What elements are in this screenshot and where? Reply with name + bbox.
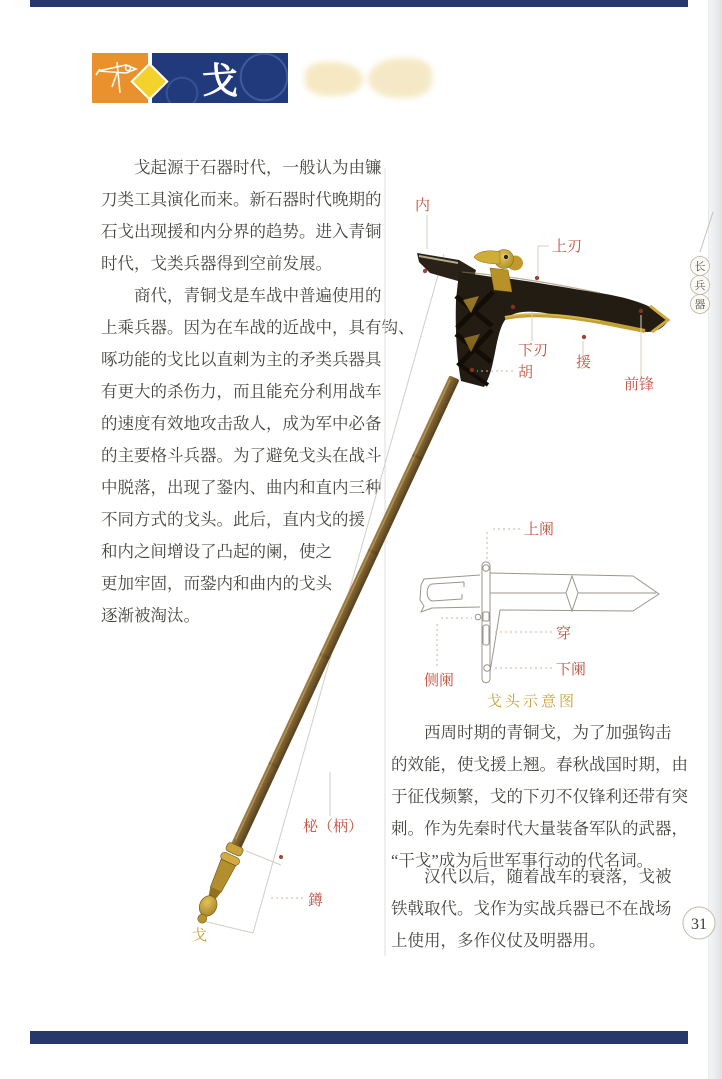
ge-shaft-photo <box>191 373 463 927</box>
label-xia-lan: 下阑 <box>556 662 587 678</box>
text-line: 商代，青铜戈是车战中普遍使用的 <box>101 286 382 305</box>
text-line: 西周时期的青铜戈，为了加强钩击 <box>391 723 672 742</box>
text-line: 铁戟取代。戈作为实战兵器已不在战场 <box>391 899 672 918</box>
label-nei: 内 <box>415 198 431 214</box>
text-line: 刀类工具演化而来。新石器时代晚期的 <box>101 190 382 209</box>
page-number: 31 <box>691 916 707 933</box>
text-line: 上使用，多作仪仗及明器用。 <box>391 931 606 950</box>
ge-head-photo <box>417 250 668 388</box>
tab-connector-line <box>700 212 713 252</box>
text-line: 的主要格斗兵器。为了避免戈头在战斗 <box>101 446 382 465</box>
text-line: 上乘兵器。因为在车战的近战中，具有钩、 <box>101 318 415 337</box>
label-hu: 胡 <box>518 365 534 381</box>
tab-char-2: 兵 <box>694 280 706 292</box>
label-yuan: 援 <box>576 355 592 371</box>
text-line: 更加牢固，而銎内和曲内的戈头 <box>101 574 332 593</box>
text-line: 不同方式的戈头。此后，直内戈的援 <box>101 510 365 529</box>
page-title: 戈 <box>201 60 238 101</box>
label-dun: 鐏 <box>308 893 324 909</box>
text-line: 刺。作为先秦时代大量装备军队的武器， <box>391 819 688 838</box>
label-xia-ren: 下刃 <box>518 343 549 359</box>
text-line: 和内之间增设了凸起的阑，使之 <box>101 542 332 561</box>
schematic-caption: 戈头示意图 <box>487 694 578 710</box>
tab-char-3: 器 <box>694 299 706 311</box>
page-number-badge <box>683 907 715 939</box>
text-line: 汉代以后，随着战车的衰落，戈被 <box>391 867 672 886</box>
figure-caption-ge: 戈 <box>192 928 211 944</box>
text-line: “干戈”成为后世军事行动的代名词。 <box>391 851 654 870</box>
text-line: 时代，戈类兵器得到空前发展。 <box>101 254 332 273</box>
text-line: 中脱落，出现了銎内、曲内和直内三种 <box>101 478 382 497</box>
label-bi-handle: 柲（柄） <box>303 819 364 835</box>
label-ce-lan: 侧阑 <box>424 673 455 689</box>
text-line: 有更大的杀伤力，而且能充分利用战车 <box>101 382 382 401</box>
text-line: 的速度有效地攻击敌人，成为军中必备 <box>101 414 382 433</box>
ge-butt-dun <box>191 841 245 927</box>
text-line: 戈起源于石器时代，一般认为由镰 <box>101 158 382 177</box>
text-line: 于征伐频繁，戈的下刃不仅锋利还带有突 <box>391 787 688 806</box>
chapter-side-tab <box>691 212 714 314</box>
tab-char-1: 长 <box>694 261 706 273</box>
text-line: 啄功能的戈比以直刺为主的矛类兵器具 <box>101 350 382 369</box>
ge-head-schematic <box>420 521 659 710</box>
text-line: 逐渐被淘汰。 <box>101 606 200 625</box>
label-qian-feng: 前锋 <box>624 377 655 393</box>
label-shang-lan: 上阑 <box>524 522 555 538</box>
label-chuan: 穿 <box>556 626 572 642</box>
label-shang-ren: 上刃 <box>552 239 583 255</box>
text-line: 石戈出现援和内分界的趋势。进入青铜 <box>101 222 382 241</box>
text-line: 的效能，使戈援上翘。春秋战国时期，由 <box>391 755 688 774</box>
